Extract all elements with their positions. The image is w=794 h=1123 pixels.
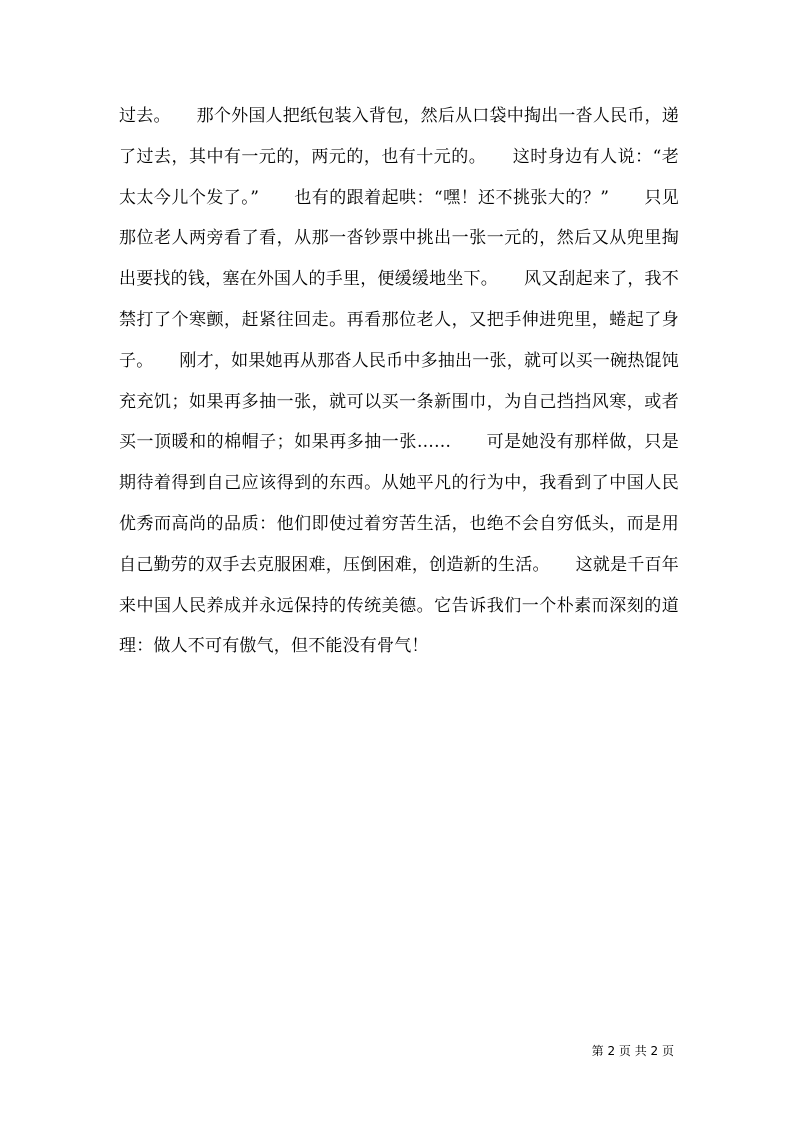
page-number-footer: 第 2 页 共 2 页 — [591, 1044, 674, 1058]
body-paragraph: 过去。 那个外国人把纸包装入背包，然后从口袋中掏出一沓人民币，递了过去，其中有一元的，两元的，也有十元的。 这时身边有人说：“老太太今儿个发了。” 也有的跟着起哄：“嘿！还不挑张大的？” 只见那位老人两旁看了看，从那一沓钞票中挑出一张一元的，然后又从兜里掏出要找的钱，塞在外国人的手里，便缓缓地坐下。 风又刮起来了，我不禁打了个寒颤，赶紧往回走。再看那位老人，又把手伸进兜里，蜷起了身子。 刚才，如果她再从那沓人民币中多抽出一张，就可以买一碗热馄饨充充饥；如果再多抽一张，就可以买一条新围巾，为自己挡挡风寒，或者买一顶暖和的棉帽子；如果再多抽一张…… 可是她没有那样做，只是期待着得到自己应该得到的东西。从她平凡的行为中，我看到了中国人民优秀而高尚的品质：他们即使过着穷苦生活，也绝不会自穷低头，而是用自己勤劳的双手去克服困难，压倒困难，创造新的生活。 这就是千百年来中国人民养成并永远保持的传统美德。它告诉我们一个朴素而深刻的道理：做人不可有傲气，但不能没有骨气！ — [119, 106, 679, 657]
